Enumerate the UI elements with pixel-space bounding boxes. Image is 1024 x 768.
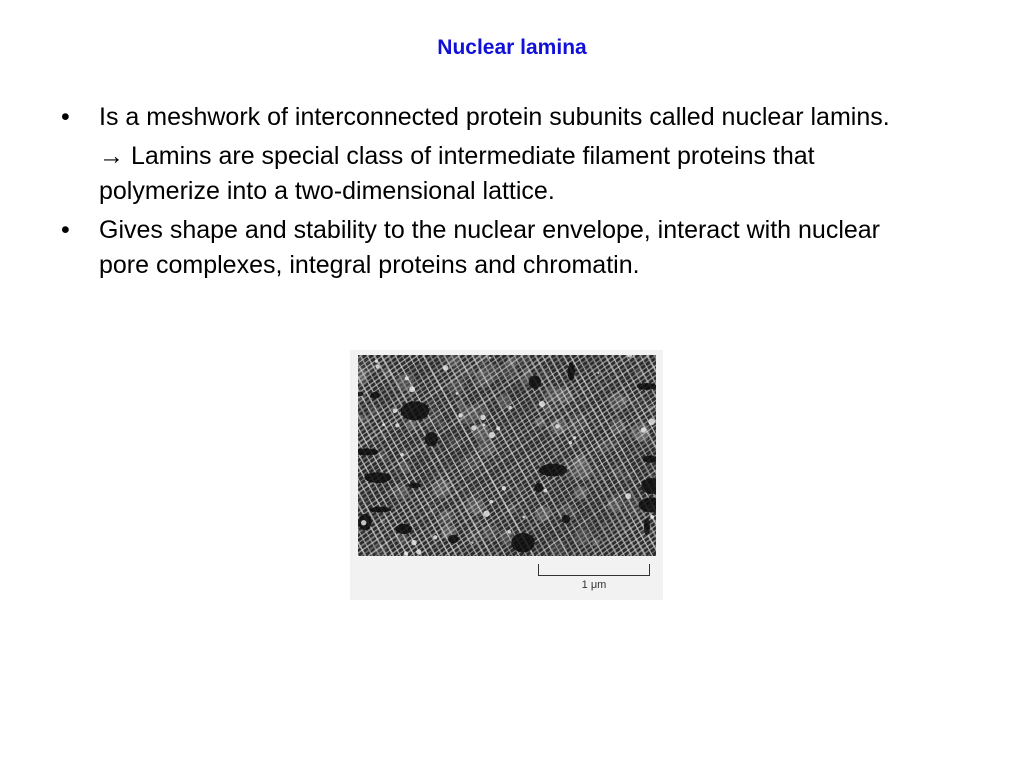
scale-bar-label: 1 μm xyxy=(581,579,607,591)
micrograph-figure xyxy=(350,350,663,600)
bullet-text: Gives shape and stability to the nuclear envelope, interact with nuclear pore complexes, integral proteins and chromatin. xyxy=(99,216,881,279)
scale-bar xyxy=(538,564,650,576)
scale-bar-line xyxy=(538,575,650,576)
bullet-marker: • xyxy=(61,216,70,244)
sub-paragraph: → Lamins are special class of intermediate filament proteins that polymerize into a two-dimensional lattice. xyxy=(99,142,815,205)
bullet-list xyxy=(57,100,957,283)
slide-title: Nuclear lamina xyxy=(437,36,587,59)
bullet-item xyxy=(57,100,957,135)
bullet-text: Is a meshwork of interconnected protein subunits called nuclear lamins. xyxy=(99,103,890,131)
bullet-item xyxy=(57,213,957,283)
scale-bar-tick xyxy=(649,564,650,576)
bullet-marker: • xyxy=(61,103,70,131)
lamina-micrograph-image xyxy=(358,355,656,556)
